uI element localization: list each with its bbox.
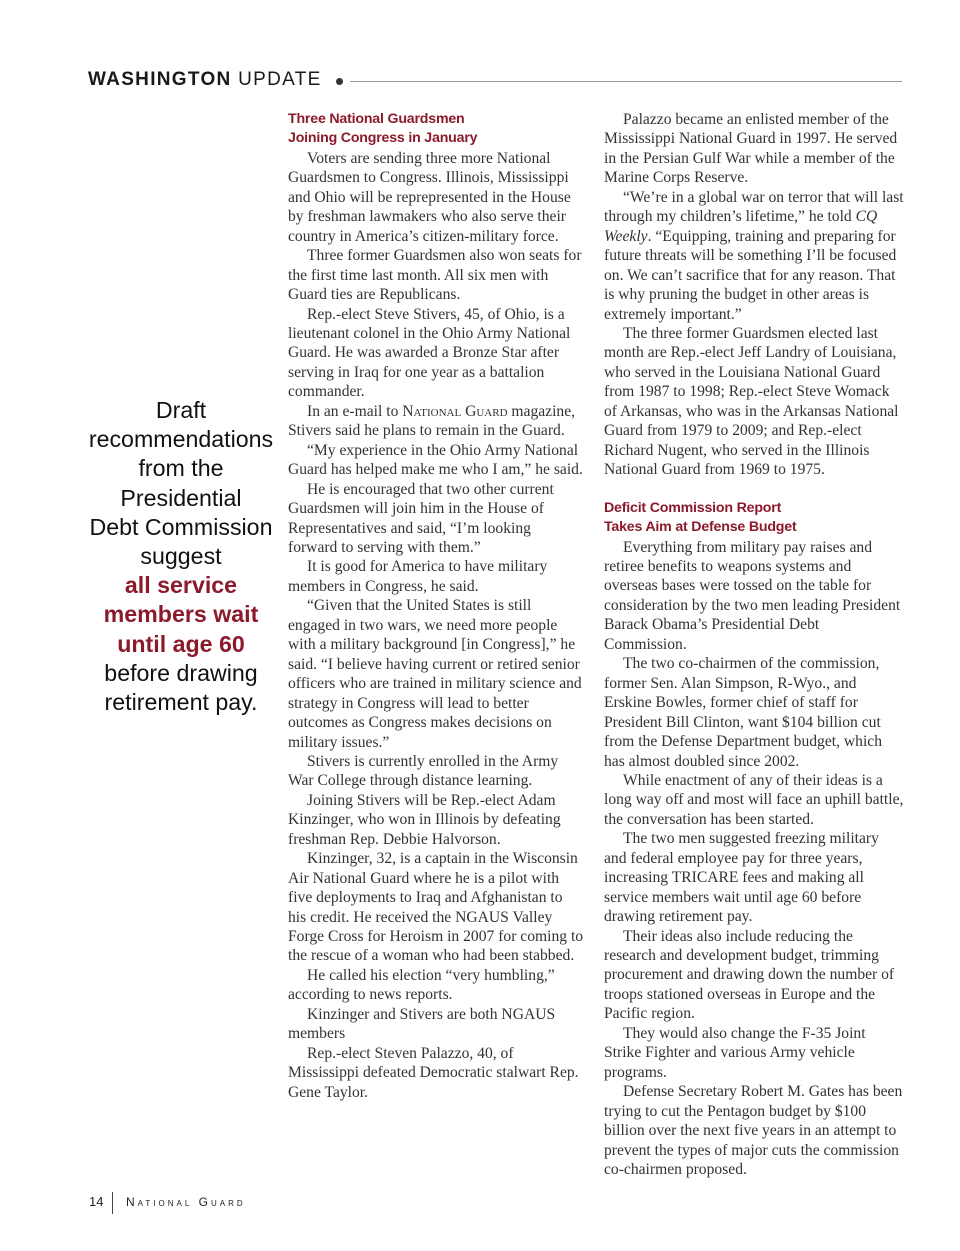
paragraph: Everything from military pay raises and retiree benefits to weapons systems and overseas bases were tossed on the table for consideration by the two men leading President Barack Obama’s Presidential Debt Commission. [604,538,901,653]
footer-divider [112,1192,113,1214]
paragraph: Their ideas also include reducing the research and development budget, trimming procurement and drawing down the number of troops stationed overseas in Europe and the Pacific region. [604,927,895,1023]
paragraph: The two co-chairmen of the commission, former Sen. Alan Simpson, R-Wyo., and Erskine Bowles, former chief of staff for President Bill Clinton, want $104 billion cut from the Defense Department budget, which has almost doubled since 2002. [604,655,882,770]
magazine-name: National Guard [402,402,508,420]
paragraph: While enactment of any of their ideas is a long way off and most will face an uphill battle, the conversation has been started. [604,771,904,828]
paragraph: “Given that the United States is still engaged in two wars, we need more people with a military background [in Congress],” he said. “I believe having current or retired senior officers who are trained in military science and strategy in Congress will lead to better outcomes as Congress makes decisions on military issues.” [288,597,582,751]
paragraph: “My experience in the Ohio Army National Guard has helped make me who I am,” he said. [288,441,583,479]
pull-quote-line: suggest [140,543,222,570]
header-bullet [336,78,343,85]
pull-quote-highlight: members wait [103,601,259,628]
paragraph: Three former Guardsmen also won seats for the first time last month. All six men with Guard ties are Republicans. [288,247,582,304]
pull-quote-line: retirement pay. [104,689,258,716]
pull-quote-line: recommendations [88,426,274,453]
paragraph: Kinzinger, 32, is a captain in the Wisconsin Air National Guard where he is a pilot with five deployments to Iraq and Afghanistan to his credit. He received the NGAUS Valley Forge Cross for Heroism in 2007 for coming to the rescue of a woman who had been stabbed. [288,850,584,965]
text-run: In an e-mail to [307,402,403,420]
paragraph: It is good for America to have military members in Congress, he said. [288,558,548,595]
headline-line: Deficit Commission Report [604,499,782,516]
pull-quote-line: Presidential [120,484,242,511]
pull-quote-line: Draft [155,397,207,423]
headline-line: Takes Aim at Defense Budget [604,519,797,536]
section-header [88,67,902,95]
pull-quote-highlight: until age 60 [117,630,245,657]
pull-quote-line: from the [138,455,224,482]
paragraph: He is encouraged that two other current Guardsmen will join him in the House of Representatives and said, “I’m looking forward to serving with them.” [288,480,554,556]
pull-quote [86,396,276,717]
publication-name: CQ Weekly [604,208,878,245]
pull-quote-highlight: all service [124,572,238,599]
paragraph: Rep.-elect Steve Stivers, 45, of Ohio, is a lieutenant colonel in the Ohio Army National Guard. He was awarded a Bronze Star after serving in Iraq for one year as a battalion commander. [288,305,571,401]
paragraph: Rep.-elect Steven Palazzo, 40, of Mississippi defeated Democratic stalwart Rep. Gene Taylor. [288,1044,579,1101]
paragraph: The three former Guardsmen elected last month are Rep.-elect Jeff Landry of Louisiana, who served in the Louisiana National Guard from 1987 to 1998; Rep.-elect Steve Womack of Arkansas, who was in the Arkansas National Guard from 1979 to 2009; and Rep.-elect Richard Nugent, who served in the Illinois National Guard from 1969 to 1975. [604,324,899,479]
header-rule [350,81,902,82]
paragraph: Voters are sending three more National Guardsmen to Congress. Illinois, Mississippi and Ohio will be reprepresented in the House by freshman lawmakers who also serve their country in America’s citizen-military force. [288,149,571,245]
paragraph [288,402,584,441]
section-title-bold: WASHINGTON [88,69,232,90]
headline-line: Joining Congress in January [288,130,478,147]
column-left [288,110,584,1102]
paragraph [604,188,904,324]
paragraph: Stivers is currently enrolled in the Army War College through distance learning. [288,752,559,790]
article-headline [604,499,904,538]
text-run: “We’re in a global war on terror that will last through my children’s lifetime,” he told [604,188,904,226]
text-run: . “Equipping, training and preparing for future threats will be something I’ll be focused on. We can’t sacrifice that for any reason. That is why pruning the budget in other areas is extremely important.” [604,227,897,323]
text-run: magazine, Stivers said he plans to remain in the Guard. [288,402,576,440]
section-title [88,69,322,91]
paragraph: Defense Secretary Robert M. Gates has been trying to cut the Pentagon budget by $100 billion over the next five years in an attempt to prevent the types of major cuts the commission co-chairmen proposed. [604,1083,903,1179]
section-title-rest: UPDATE [231,69,322,90]
column-right [604,110,904,1179]
magazine-title: National Guard [126,1195,246,1209]
paragraph: Kinzinger and Stivers are both NGAUS members [288,1005,556,1043]
headline-line: Three National Guardsmen [288,111,465,127]
pull-quote-line: Debt Commission [89,513,273,540]
paragraph: He called his election “very humbling,” according to news reports. [288,966,555,1004]
paragraph: Joining Stivers will be Rep.-elect Adam Kinzinger, who won in Illinois by defeating freshman Rep. Debbie Halvorson. [288,791,561,848]
paragraph: Palazzo became an enlisted member of the Mississippi National Guard in 1997. He served in the Persian Gulf War while a member of the Marine Corps Reserve. [604,111,898,187]
article-headline [288,110,584,149]
pull-quote-line: before drawing [104,659,258,686]
page-number: 14 [89,1194,104,1209]
paragraph: They would also change the F-35 Joint Strike Fighter and various Army vehicle programs. [604,1024,866,1081]
paragraph: The two men suggested freezing military and federal employee pay for three years, increasing TRICARE fees and making all service members wait until age 60 before drawing retirement pay. [604,830,879,926]
